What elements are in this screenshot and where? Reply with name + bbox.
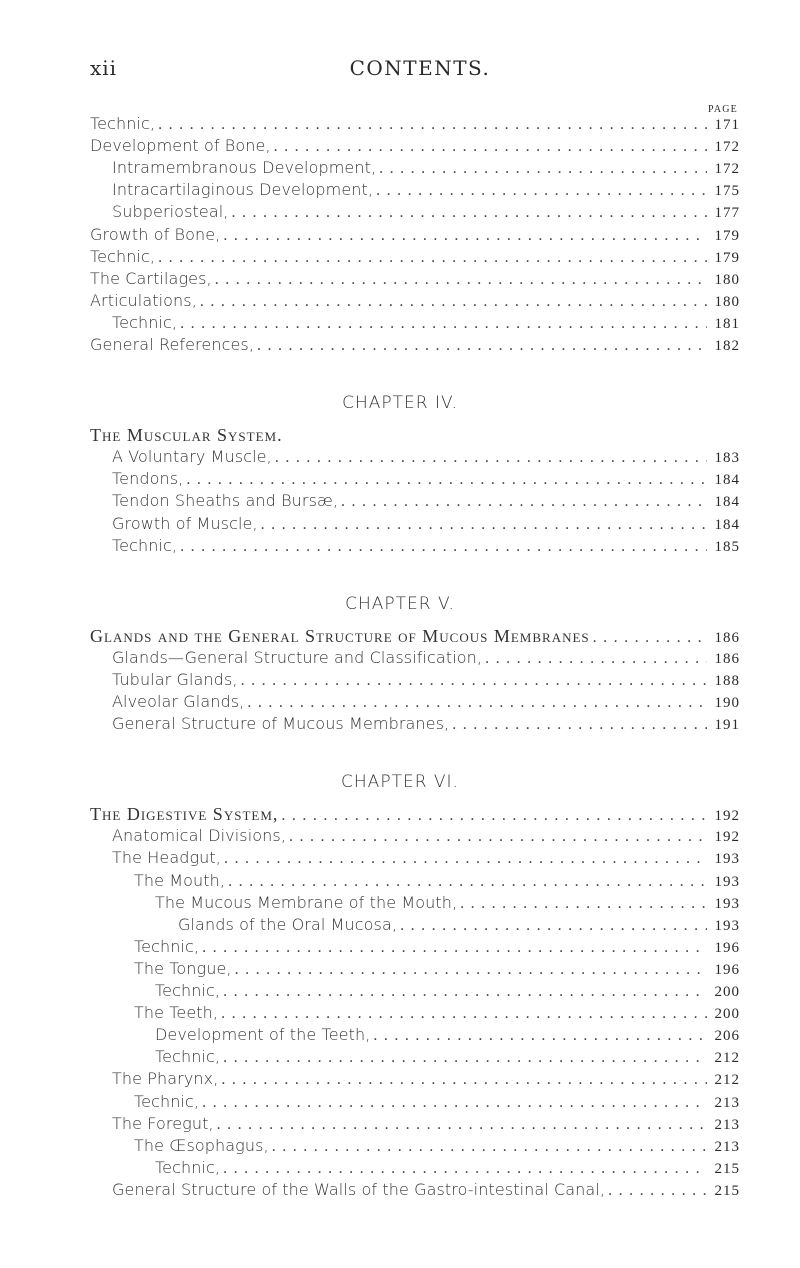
dot-leader <box>224 850 707 868</box>
toc-entry-title: A Voluntary Muscle, <box>112 447 272 467</box>
toc-entry <box>112 1114 740 1136</box>
toc-entry <box>112 514 740 536</box>
toc-entry <box>90 269 740 291</box>
toc-entry-page: 184 <box>714 472 740 489</box>
toc-entry <box>112 536 740 558</box>
chapter-heading: CHAPTER VI. <box>341 772 459 793</box>
toc-entry-title: Technic, <box>112 535 178 555</box>
toc-entry-page: 200 <box>714 984 740 1000</box>
toc-entry-page: 193 <box>714 851 740 868</box>
toc-entry-page: 192 <box>714 829 740 846</box>
toc-entry <box>112 202 740 224</box>
toc-entry-title: Technic, <box>155 1047 221 1067</box>
toc-entry <box>90 291 740 313</box>
toc-entry-page: 196 <box>714 961 740 978</box>
dot-leader <box>274 138 707 156</box>
toc-entry <box>112 1180 740 1202</box>
toc-entry <box>134 871 740 893</box>
toc-entry-title: The Œsophagus, <box>134 1135 269 1155</box>
dot-leader <box>200 293 707 311</box>
dot-leader <box>202 939 707 957</box>
toc-entry-page: 212 <box>714 1072 740 1089</box>
dot-leader <box>373 1027 707 1045</box>
dot-leader <box>235 961 707 979</box>
dot-leader <box>231 204 707 222</box>
toc-entry <box>112 180 740 202</box>
toc-entry-page: 215 <box>714 1182 740 1199</box>
toc-entry-page: 180 <box>714 293 740 310</box>
chapter-heading: CHAPTER V. <box>345 593 455 614</box>
toc-entry <box>155 893 740 915</box>
toc-entry-title: Development of the Teeth, <box>155 1025 371 1045</box>
toc-entry-page: 172 <box>714 161 740 178</box>
dot-leader <box>376 182 707 200</box>
toc-entry-title: The Mouth, <box>134 870 226 890</box>
toc-entry-page: 186 <box>714 650 740 667</box>
dot-leader <box>223 1160 707 1178</box>
toc-entry-page: 193 <box>714 895 740 912</box>
toc-entry-page: 179 <box>714 249 740 266</box>
dot-leader <box>281 807 707 825</box>
toc-entry-page: 212 <box>714 1050 740 1067</box>
dot-leader <box>223 983 707 1001</box>
toc-entry-page: 215 <box>714 1160 740 1177</box>
toc-entry <box>112 648 740 670</box>
toc-entry-title: Subperiosteal, <box>112 202 229 222</box>
page-number: xii <box>90 56 118 80</box>
toc-entry <box>112 714 740 736</box>
toc-entry <box>90 804 740 826</box>
chapter-heading: CHAPTER IV. <box>342 393 458 414</box>
toc-entry-title: The Foregut, <box>112 1113 214 1133</box>
toc-entry <box>90 425 740 447</box>
toc-entry-page: 171 <box>714 117 740 133</box>
running-head: CONTENTS. <box>349 56 491 80</box>
toc-entry-page: 191 <box>714 717 740 734</box>
toc-entry-title: Intracartilaginous Development, <box>112 180 374 200</box>
toc-entry-title: Tubular Glands, <box>112 669 238 689</box>
toc-entry <box>112 469 740 491</box>
toc-entry-page: 179 <box>714 227 740 244</box>
toc-entry-title: Tendon Sheaths and Bursæ, <box>112 491 339 511</box>
toc-entry-page: 181 <box>714 315 740 332</box>
toc-entry-title: General Structure of Mucous Membranes, <box>112 714 450 734</box>
dot-leader <box>217 1116 707 1134</box>
toc-entry-page: 200 <box>714 1006 740 1023</box>
toc-entry <box>134 1136 740 1158</box>
dot-leader <box>180 315 707 333</box>
toc-entry-page: 186 <box>714 629 740 646</box>
toc-entry <box>155 1047 740 1069</box>
dot-leader <box>261 516 707 534</box>
toc-entry <box>112 826 740 848</box>
toc-entry-title: Technic, <box>112 312 178 332</box>
dot-leader <box>241 672 707 690</box>
toc-entry <box>90 114 740 136</box>
dot-leader <box>452 716 707 734</box>
toc-entry-title: Alveolar Glands, <box>112 692 245 711</box>
dot-leader <box>341 493 707 511</box>
toc-entry <box>112 313 740 335</box>
toc-entry <box>112 692 740 714</box>
dot-leader <box>272 1138 707 1156</box>
dot-leader <box>221 1005 707 1023</box>
toc-entry-title: Technic, <box>155 981 221 1000</box>
dot-leader <box>400 917 707 935</box>
toc-entry-title: Articulations, <box>90 290 197 310</box>
toc-entry <box>155 1158 740 1180</box>
toc-entry <box>155 1025 740 1047</box>
toc-entry-page: 184 <box>714 516 740 533</box>
toc-entry-page: 193 <box>714 917 740 934</box>
toc-entry-title: Intramembranous Development, <box>112 158 377 178</box>
toc-entry-title: Glands—General Structure and Classification, <box>112 647 483 667</box>
toc-entry-page: 188 <box>714 672 740 689</box>
page-header <box>90 52 750 82</box>
toc-entry-title: Growth of Muscle, <box>112 513 258 533</box>
toc-entry <box>112 491 740 513</box>
dot-leader <box>202 1094 707 1112</box>
toc-entry-page: 196 <box>714 939 740 956</box>
toc-entry-page: 172 <box>714 139 740 156</box>
toc-entry-page: 213 <box>714 1138 740 1155</box>
toc-entry-title: Development of Bone, <box>90 136 271 156</box>
toc-entry-title: The Muscular System. <box>90 425 283 446</box>
toc-entry-page: 182 <box>714 338 740 354</box>
toc-entry-page: 185 <box>714 538 740 555</box>
dot-leader <box>460 895 707 913</box>
toc-entry-title: Technic, <box>90 114 156 133</box>
dot-leader <box>485 650 707 668</box>
toc-entry-page: 206 <box>714 1028 740 1045</box>
toc-entry <box>90 626 740 648</box>
toc-entry-page: 190 <box>714 695 740 711</box>
dot-leader <box>275 449 707 467</box>
toc-entry-title: Technic, <box>90 246 156 266</box>
toc-entry-page: 213 <box>714 1094 740 1111</box>
toc-entry-title: Tendons, <box>112 469 184 489</box>
toc-entry-title: Technic, <box>155 1157 221 1177</box>
toc-entry <box>112 848 740 870</box>
page-column-label: PAGE <box>708 104 738 115</box>
toc-entry-page: 213 <box>714 1116 740 1133</box>
toc-entry-page: 193 <box>714 873 740 890</box>
dot-leader <box>289 828 707 846</box>
toc-entry <box>155 981 740 1003</box>
toc-entry-title: The Headgut, <box>112 848 221 868</box>
toc-entry-title: Glands of the Oral Mucosa, <box>178 914 398 934</box>
dot-leader <box>593 629 707 647</box>
toc-entry-title: Growth of Bone, <box>90 224 221 244</box>
toc-entry-title: The Digestive System, <box>90 804 279 825</box>
toc-entry <box>134 1092 740 1114</box>
dot-leader <box>228 873 707 891</box>
toc-entry <box>90 136 740 158</box>
toc-entry <box>90 225 740 247</box>
toc-entry-page: 183 <box>714 450 740 467</box>
dot-leader <box>215 271 707 289</box>
toc-entry-title: General References, <box>90 335 255 354</box>
dot-leader <box>379 160 707 178</box>
toc-entry <box>134 1003 740 1025</box>
dot-leader <box>186 471 707 489</box>
dot-leader <box>158 249 707 267</box>
toc-entry <box>178 915 740 937</box>
dot-leader <box>608 1182 707 1200</box>
toc-entry <box>90 247 740 269</box>
dot-leader <box>180 538 707 556</box>
toc-entry-page: 180 <box>714 271 740 288</box>
toc-entry <box>112 670 740 692</box>
toc-entry-page: 184 <box>714 494 740 511</box>
toc-entry-title: Glands and the General Structure of Mucous Membranes <box>90 625 590 646</box>
toc-entry-title: Technic, <box>134 1091 200 1111</box>
toc-entry-title: The Teeth, <box>134 1003 219 1023</box>
toc-entry-title: The Cartilages, <box>90 268 212 288</box>
toc-entry-page: 177 <box>714 205 740 222</box>
toc-entry-title: The Pharynx, <box>112 1069 219 1089</box>
toc-entry <box>112 447 740 469</box>
toc-entry-page: 175 <box>714 183 740 200</box>
toc-entry <box>112 1069 740 1091</box>
toc-entry-title: The Mucous Membrane of the Mouth, <box>155 892 458 912</box>
dot-leader <box>257 337 707 355</box>
toc-entry-title: General Structure of the Walls of the Gastro-intestinal Canal, <box>112 1179 606 1199</box>
toc-entry-title: Anatomical Divisions, <box>112 826 287 846</box>
toc-entry <box>134 937 740 959</box>
dot-leader <box>223 227 707 245</box>
toc-entry <box>112 158 740 180</box>
toc-entry-title: The Tongue, <box>134 958 232 978</box>
toc-entry <box>90 335 740 357</box>
dot-leader <box>223 1049 707 1067</box>
dot-leader <box>247 694 707 712</box>
toc-entry <box>134 959 740 981</box>
toc-entry-title: Technic, <box>134 936 200 956</box>
dot-leader <box>158 116 707 134</box>
dot-leader <box>221 1071 707 1089</box>
toc-entry-page: 192 <box>714 808 740 825</box>
